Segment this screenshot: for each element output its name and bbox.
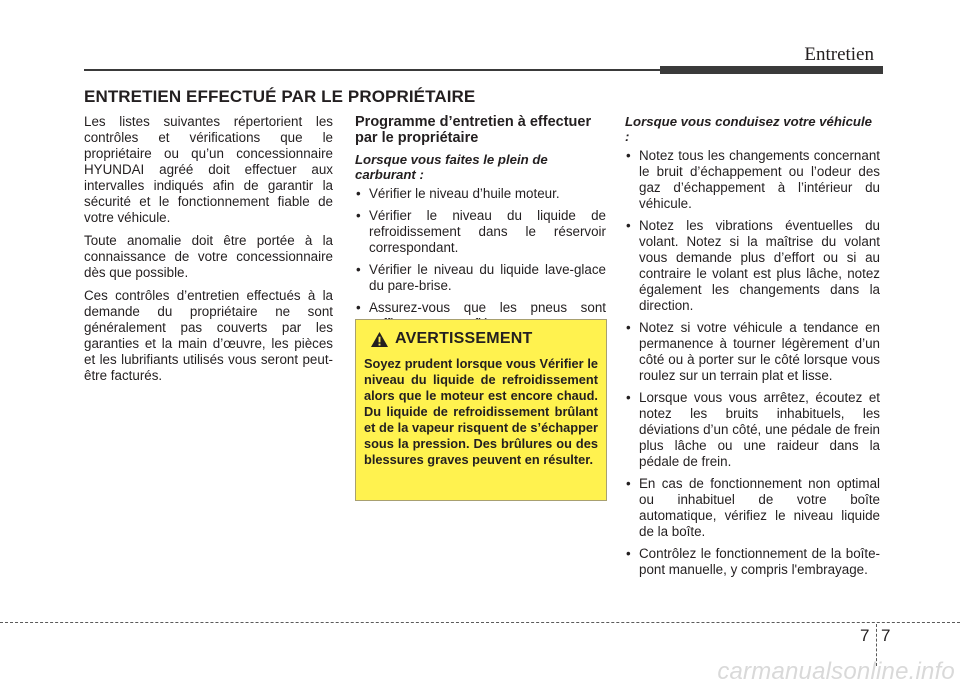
driving-list [625, 148, 880, 578]
page-number: 7 [881, 626, 891, 645]
list-item: • Lorsque vous vous arrêtez, écoutez et notez les bruits inhabituels, les déviations d’un côté, une pédale de frein plus lâche ou une raideur dans la pédale de frein. [625, 390, 880, 470]
section-title: ENTRETIEN EFFECTUÉ PAR LE PROPRIÉTAIRE [84, 87, 476, 106]
list-item: • Vérifier le niveau du liquide de refroidissement dans le réservoir correspondant. [355, 208, 606, 256]
driving-column [625, 114, 880, 584]
refuel-heading: Lorsque vous faites le plein de carburant : [355, 152, 548, 182]
program-column [355, 114, 606, 338]
intro-paragraph-3: Ces contrôles d’entretien effectués à la demande du propriétaire ne sont généralement pas couverts par les garanties et la main d’œuvre, les pièces et les lubrifiants utilisés vous seront peut-être facturés. [84, 288, 333, 383]
driving-heading: Lorsque vous conduisez votre véhicule : [625, 114, 872, 144]
intro-paragraph-1: Les listes suivantes répertorient les contrôles et vérifications que le propriétaire ou qu’un concessionnaire HYUNDAI agréé doit effectuer aux intervalles indiqués afin de garantir la sécurité et le fonctionnement fiable de votre véhicule. [84, 114, 333, 225]
warning-title: AVERTISSEMENT [395, 330, 533, 347]
program-title: Programme d’entretien à effectuer par le propriétaire [355, 114, 592, 146]
list-item: • Contrôlez le fonctionnement de la boîte-pont manuelle, y compris l'embrayage. [625, 546, 880, 578]
list-item: • Notez les vibrations éventuelles du volant. Notez si la maîtrise du volant vous demande plus d’effort ou si au contraire le volant est plus lâche, notez également les changements dans la direction. [625, 218, 880, 314]
list-item: • Notez si votre véhicule a tendance en permanence à tourner légèrement d’un côté ou à porter sur le côté lorsque vous roulez sur un terrain plat et lisse. [625, 320, 880, 384]
chapter-title: Entretien [804, 44, 874, 65]
list-item: • En cas de fonctionnement non optimal ou inhabituel de votre boîte automatique, vérifiez le niveau liquide de la boîte. [625, 476, 880, 540]
list-item: • Assurez-vous que les pneus sont [355, 300, 606, 332]
list-item: • Vérifier le niveau du liquide lave-glace du pare-brise. [355, 262, 606, 294]
footer-dashed-rule [0, 622, 960, 623]
intro-paragraph-2: Toute anomalie doit être portée à la connaissance de votre concessionnaire dès que possible. [84, 233, 333, 280]
header-rule-thin [84, 69, 664, 71]
intro-column [84, 114, 333, 391]
list-item: • Notez tous les changements concernant le bruit d’échappement ou l’odeur des gaz d’échappement à l’intérieur du véhicule. [625, 148, 880, 212]
chapter-number: 7 [860, 626, 870, 645]
warning-header [370, 330, 598, 348]
refuel-list [355, 186, 606, 332]
warning-box [355, 319, 607, 501]
list-item: • Vérifier le niveau d’huile moteur. [355, 186, 606, 202]
watermark: carmanualsonline.info [717, 658, 955, 685]
warning-text: Soyez prudent lorsque vous Vérifier le niveau du liquide de refroidissement alors que le moteur est encore chaud. Du liquide de refroidissement brûlant et de la vapeur risquent de s’échapper sous la pression. Des brûlures ou des blessures graves peuvent en résulter. [364, 356, 598, 467]
warning-triangle-icon [370, 331, 389, 348]
header-rule-thick [660, 66, 883, 74]
